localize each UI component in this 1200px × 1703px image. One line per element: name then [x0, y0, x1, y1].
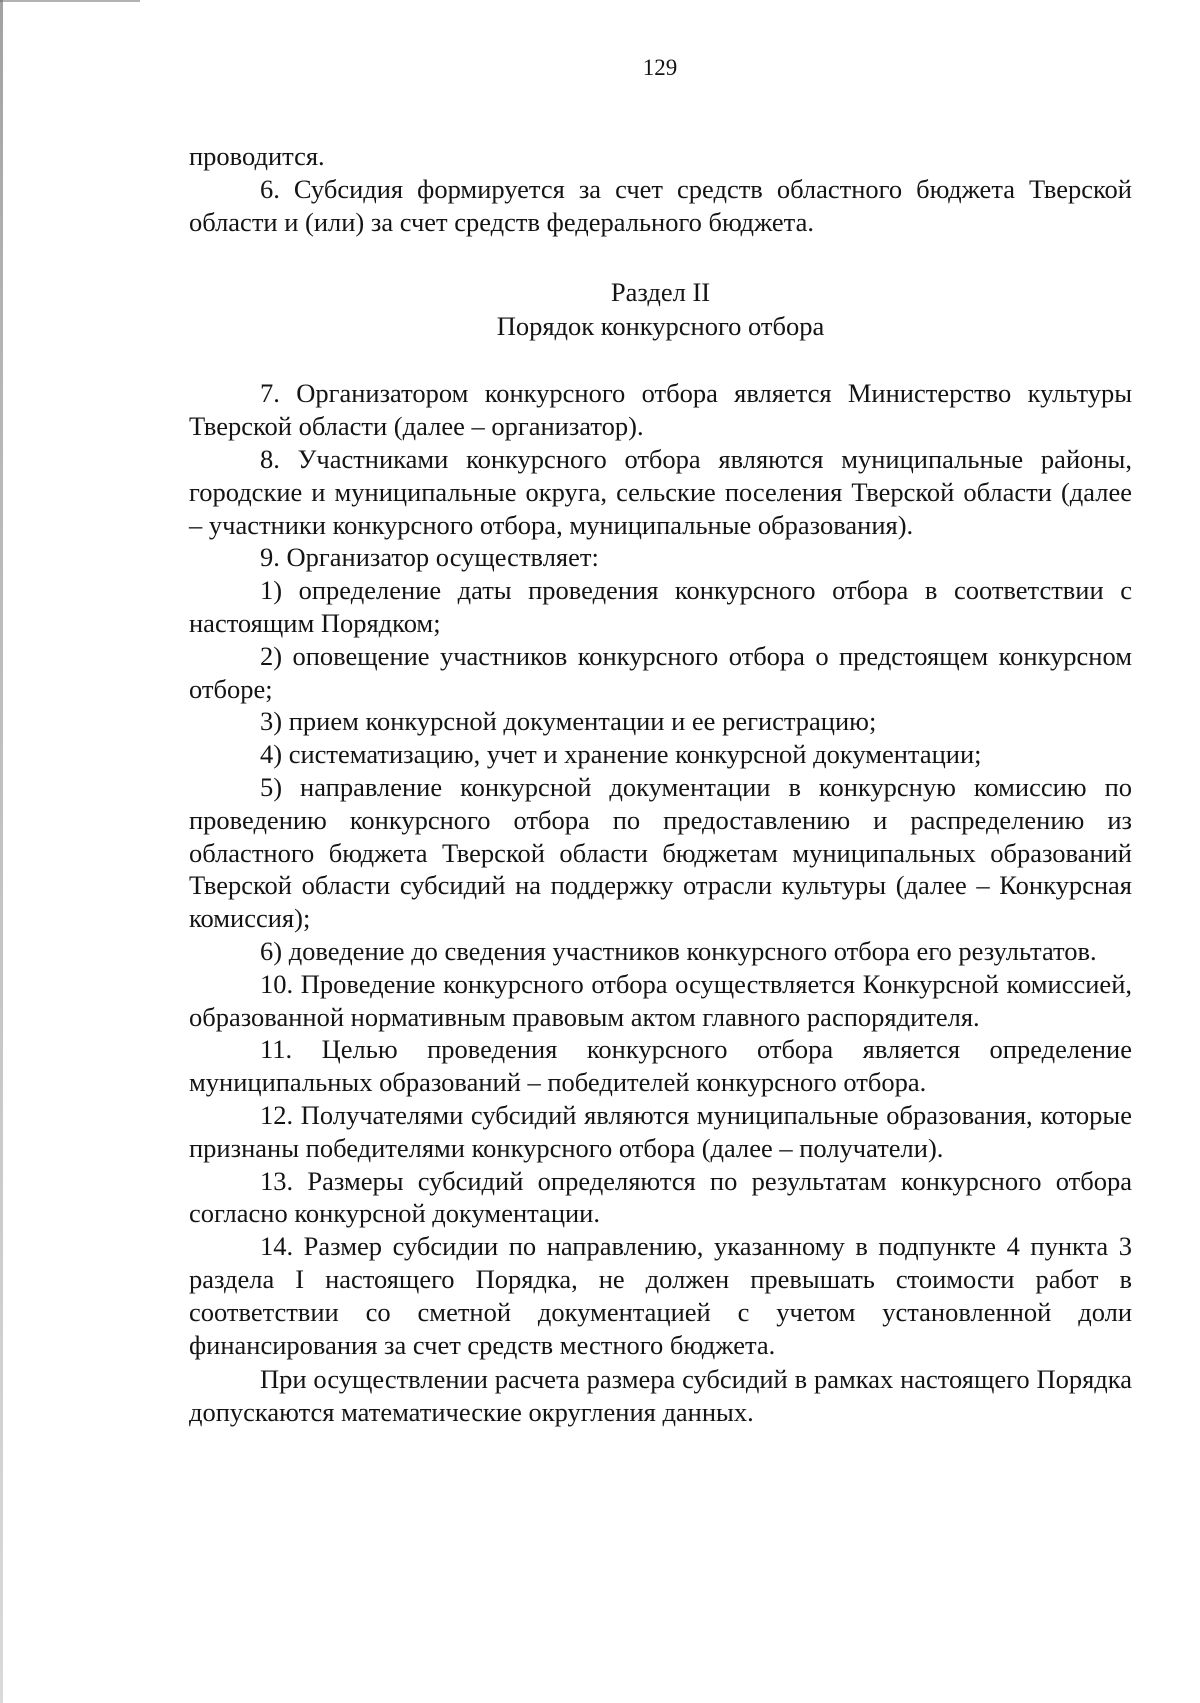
- paragraph-13: 13. Размеры субсидий определяются по результатам конкурсного отбора согласно конкурсной документации.: [189, 1165, 1132, 1229]
- paragraph-9-item-2: 2) оповещение участников конкурсного отбора о предстоящем конкурсном отборе;: [189, 640, 1132, 704]
- paragraph-12: 12. Получателями субсидий являются муниципальные образования, которые признаны победителями конкурсного отбора (далее – получатели).: [189, 1099, 1132, 1163]
- paragraph-9-item-5: 5) направление конкурсной документации в конкурсную комиссию по проведению конкурсного отбора по предоставлению и распределению из областного бюджета Тверской области бюджетам муниципальных образований Тверской области субсидий на поддержку отрасли культуры (далее – Конкурсная комиссия);: [189, 771, 1132, 934]
- paragraph-6: 6. Субсидия формируется за счет средств областного бюджета Тверской области и (или) за счет средств федерального бюджета.: [189, 173, 1132, 237]
- paragraph-11: 11. Целью проведения конкурсного отбора является определение муниципальных образований – победителей конкурсного отбора.: [189, 1034, 1132, 1098]
- paragraph-9-item-4: 4) систематизацию, учет и хранение конкурсной документации;: [260, 739, 982, 770]
- scan-edge: [0, 0, 3, 1703]
- paragraph-10: 10. Проведение конкурсного отбора осуществляется Конкурсной комиссией, образованной нормативным правовым актом главного распорядителя.: [189, 968, 1132, 1032]
- paragraph-continuation: проводится.: [189, 141, 325, 171]
- section-title: Раздел II: [610, 277, 711, 308]
- paragraph-final: При осуществлении расчета размера субсидий в рамках настоящего Порядка допускаются математические округления данных.: [189, 1364, 1132, 1428]
- paragraph-8: 8. Участниками конкурсного отбора являются муниципальные районы, городские и муниципальные округа, сельские поселения Тверской области (далее – участники конкурсного отбора, муниципальные образования).: [189, 443, 1132, 540]
- document-body: [189, 140, 1132, 1429]
- paragraph-9-item-3: 3) прием конкурсной документации и ее регистрацию;: [260, 706, 877, 737]
- paragraph-14: 14. Размер субсидии по направлению, указанному в подпункте 4 пункта 3 раздела I настоящего Порядка, не должен превышать стоимости работ в соответствии со сметной документацией с учетом установленной доли финансирования за счет средств местного бюджета.: [189, 1231, 1132, 1360]
- section-subtitle: Порядок конкурсного отбора: [496, 311, 825, 342]
- paragraph-9: 9. Организатор осуществляет:: [260, 542, 599, 573]
- paragraph-9-item-6: 6) доведение до сведения участников конкурсного отбора его результатов.: [260, 935, 1097, 966]
- paragraph-7: 7. Организатором конкурсного отбора является Министерство культуры Тверской области (далее – организатор).: [189, 378, 1132, 442]
- page-number: 129: [642, 55, 678, 80]
- scan-mark: [0, 0, 140, 2]
- paragraph-9-item-1: 1) определение даты проведения конкурсного отбора в соответствии с настоящим Порядком;: [189, 575, 1132, 638]
- section-heading: [189, 275, 1132, 343]
